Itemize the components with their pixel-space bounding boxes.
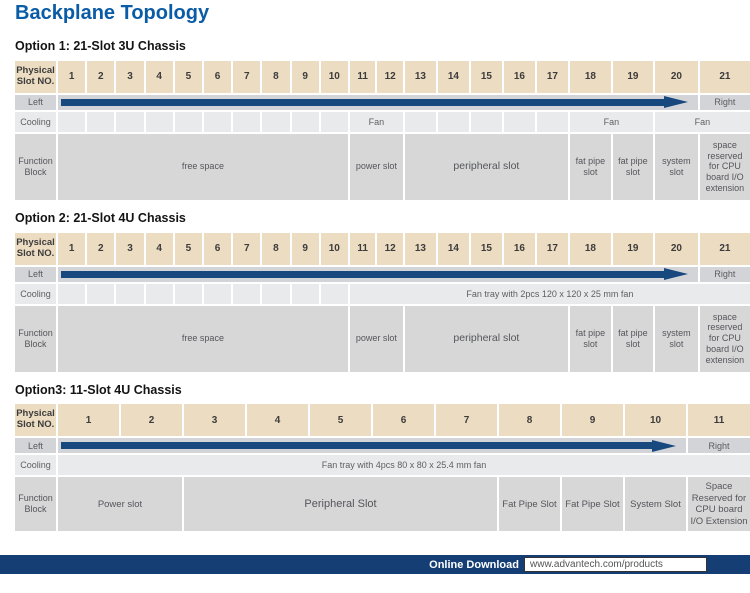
slot-number-cell: 1 [58, 233, 87, 265]
cooling-cell [146, 112, 175, 132]
function-cell: space reserved for CPU board I/O extension [700, 306, 750, 372]
online-download-label: Online Download [429, 558, 519, 571]
topology-table-option-1 [15, 61, 750, 200]
slot-header-label: Physical Slot NO. [15, 233, 58, 265]
slot-number-cell: 7 [233, 61, 262, 93]
cooling-cell [58, 284, 87, 304]
slot-number-cell: 7 [233, 233, 262, 265]
slot-header-label: Physical Slot NO. [15, 61, 58, 93]
slot-number-cell: 20 [655, 233, 700, 265]
topology-table-option-3 [15, 404, 750, 531]
cooling-cell [204, 284, 233, 304]
arrow-head-icon [664, 96, 688, 108]
arrow-bar [61, 442, 652, 449]
topology-table-option-2 [15, 233, 750, 372]
cooling-cell [175, 284, 204, 304]
slot-number-cell: 11 [350, 61, 378, 93]
function-cell: fat pipe slot [570, 134, 613, 200]
function-cell: Space Reserved for CPU board I/O Extension [688, 477, 750, 531]
slot-number-cell: 21 [700, 61, 750, 93]
slot-number-cell: 13 [405, 233, 438, 265]
function-cell: power slot [350, 306, 405, 372]
slot-number-cell: 13 [405, 61, 438, 93]
cooling-cell [204, 112, 233, 132]
option-2-heading: Option 2: 21-Slot 4U Chassis [15, 210, 186, 225]
slot-number-cell: 8 [499, 404, 562, 436]
cooling-cell [175, 112, 204, 132]
arrow-bar [61, 271, 664, 278]
slot-number-cell: 7 [436, 404, 499, 436]
slot-number-cell: 17 [537, 61, 570, 93]
right-label: Right [688, 438, 750, 453]
cooling-cell [87, 284, 116, 304]
slot-number-cell: 9 [292, 61, 321, 93]
left-label: Left [15, 267, 58, 282]
function-cell: fat pipe slot [613, 306, 655, 372]
slot-number-cell: 8 [262, 61, 291, 93]
cooling-cell [262, 284, 291, 304]
slot-number-cell: 6 [204, 233, 233, 265]
right-label: Right [700, 267, 750, 282]
function-cell: power slot [350, 134, 405, 200]
slot-number-cell: 12 [377, 61, 405, 93]
cooling-label: Cooling [15, 112, 58, 132]
arrow-bar [61, 99, 664, 106]
direction-arrow [58, 438, 688, 453]
slot-number-cell: 10 [321, 233, 350, 265]
function-cell: system slot [655, 134, 700, 200]
slot-number-cell: 9 [562, 404, 625, 436]
arrow-head-icon [664, 268, 688, 280]
slot-number-cell: 5 [175, 233, 204, 265]
function-cell: peripheral slot [405, 306, 570, 372]
slot-number-cell: 4 [146, 61, 175, 93]
slot-number-cell: 19 [613, 233, 655, 265]
slot-number-cell: 3 [116, 61, 145, 93]
option-1-heading: Option 1: 21-Slot 3U Chassis [15, 39, 186, 53]
slot-number-cell: 19 [613, 61, 655, 93]
function-cell: space reserved for CPU board I/O extension [700, 134, 750, 200]
cooling-cell [292, 284, 321, 304]
slot-number-cell: 11 [688, 404, 750, 436]
function-cell: free space [58, 306, 350, 372]
cooling-cell [537, 112, 570, 132]
function-cell: fat pipe slot [613, 134, 655, 200]
cooling-label: Cooling [15, 284, 58, 304]
cooling-cell [292, 112, 321, 132]
cooling-cell [116, 284, 145, 304]
cooling-cell [87, 112, 116, 132]
cooling-fan-cell: Fan [570, 112, 655, 132]
slot-number-cell: 5 [175, 61, 204, 93]
function-cell: fat pipe slot [570, 306, 613, 372]
cooling-cell [262, 112, 291, 132]
function-cell: system slot [655, 306, 700, 372]
arrow-head-icon [652, 440, 676, 452]
slot-number-cell: 16 [504, 61, 537, 93]
slot-number-cell: 6 [373, 404, 436, 436]
function-cell: Fat Pipe Slot [562, 477, 625, 531]
slot-number-cell: 21 [700, 233, 750, 265]
cooling-cell [504, 112, 537, 132]
function-cell: Fat Pipe Slot [499, 477, 562, 531]
slot-number-cell: 15 [471, 61, 504, 93]
cooling-cell [233, 112, 262, 132]
direction-arrow [58, 95, 700, 110]
slot-number-cell: 18 [570, 61, 613, 93]
slot-number-cell: 3 [184, 404, 247, 436]
left-label: Left [15, 95, 58, 110]
cooling-fan-cell: Fan [350, 112, 405, 132]
function-block-label: Function Block [15, 477, 58, 531]
function-block-label: Function Block [15, 306, 58, 372]
slot-number-cell: 2 [87, 233, 116, 265]
slot-number-cell: 4 [247, 404, 310, 436]
slot-number-cell: 15 [471, 233, 504, 265]
slot-number-cell: 3 [116, 233, 145, 265]
cooling-cell [438, 112, 471, 132]
slot-header-label: Physical Slot NO. [15, 404, 58, 436]
right-label: Right [700, 95, 750, 110]
slot-number-cell: 14 [438, 233, 471, 265]
slot-number-cell: 2 [121, 404, 184, 436]
slot-number-cell: 2 [87, 61, 116, 93]
cooling-label: Cooling [15, 455, 58, 475]
direction-arrow [58, 267, 700, 282]
cooling-cell [321, 112, 350, 132]
slot-number-cell: 10 [625, 404, 688, 436]
function-block-label: Function Block [15, 134, 58, 200]
cooling-cell [233, 284, 262, 304]
cooling-fan-cell: Fan tray with 2pcs 120 x 120 x 25 mm fan [350, 284, 750, 304]
function-cell: free space [58, 134, 350, 200]
slot-number-cell: 1 [58, 404, 121, 436]
function-cell: Peripheral Slot [184, 477, 499, 531]
slot-number-cell: 8 [262, 233, 291, 265]
slot-number-cell: 20 [655, 61, 700, 93]
option-2-section [0, 212, 750, 372]
slot-number-cell: 12 [377, 233, 405, 265]
slot-number-cell: 14 [438, 61, 471, 93]
function-cell: peripheral slot [405, 134, 570, 200]
website-url-field[interactable]: www.advantech.com/products [524, 557, 707, 572]
function-cell: Power slot [58, 477, 184, 531]
slot-number-cell: 17 [537, 233, 570, 265]
cooling-cell [58, 112, 87, 132]
cooling-fan-cell: Fan [655, 112, 750, 132]
slot-number-cell: 11 [350, 233, 378, 265]
footer-bar [0, 555, 750, 574]
cooling-cell [321, 284, 350, 304]
option-1-section [0, 40, 750, 200]
option-3-section [0, 384, 750, 532]
slot-number-cell: 18 [570, 233, 613, 265]
left-label: Left [15, 438, 58, 453]
slot-number-cell: 4 [146, 233, 175, 265]
cooling-cell [146, 284, 175, 304]
cooling-cell [471, 112, 504, 132]
slot-number-cell: 1 [58, 61, 87, 93]
cooling-fan-cell: Fan tray with 4pcs 80 x 80 x 25.4 mm fan [58, 455, 750, 475]
page-title: Backplane Topology [15, 2, 210, 24]
slot-number-cell: 10 [321, 61, 350, 93]
slot-number-cell: 5 [310, 404, 373, 436]
option-3-heading: Option3: 11-Slot 4U Chassis [15, 382, 182, 397]
slot-number-cell: 6 [204, 61, 233, 93]
slot-number-cell: 16 [504, 233, 537, 265]
slot-number-cell: 9 [292, 233, 321, 265]
cooling-cell [405, 112, 438, 132]
cooling-cell [116, 112, 145, 132]
function-cell: System Slot [625, 477, 688, 531]
